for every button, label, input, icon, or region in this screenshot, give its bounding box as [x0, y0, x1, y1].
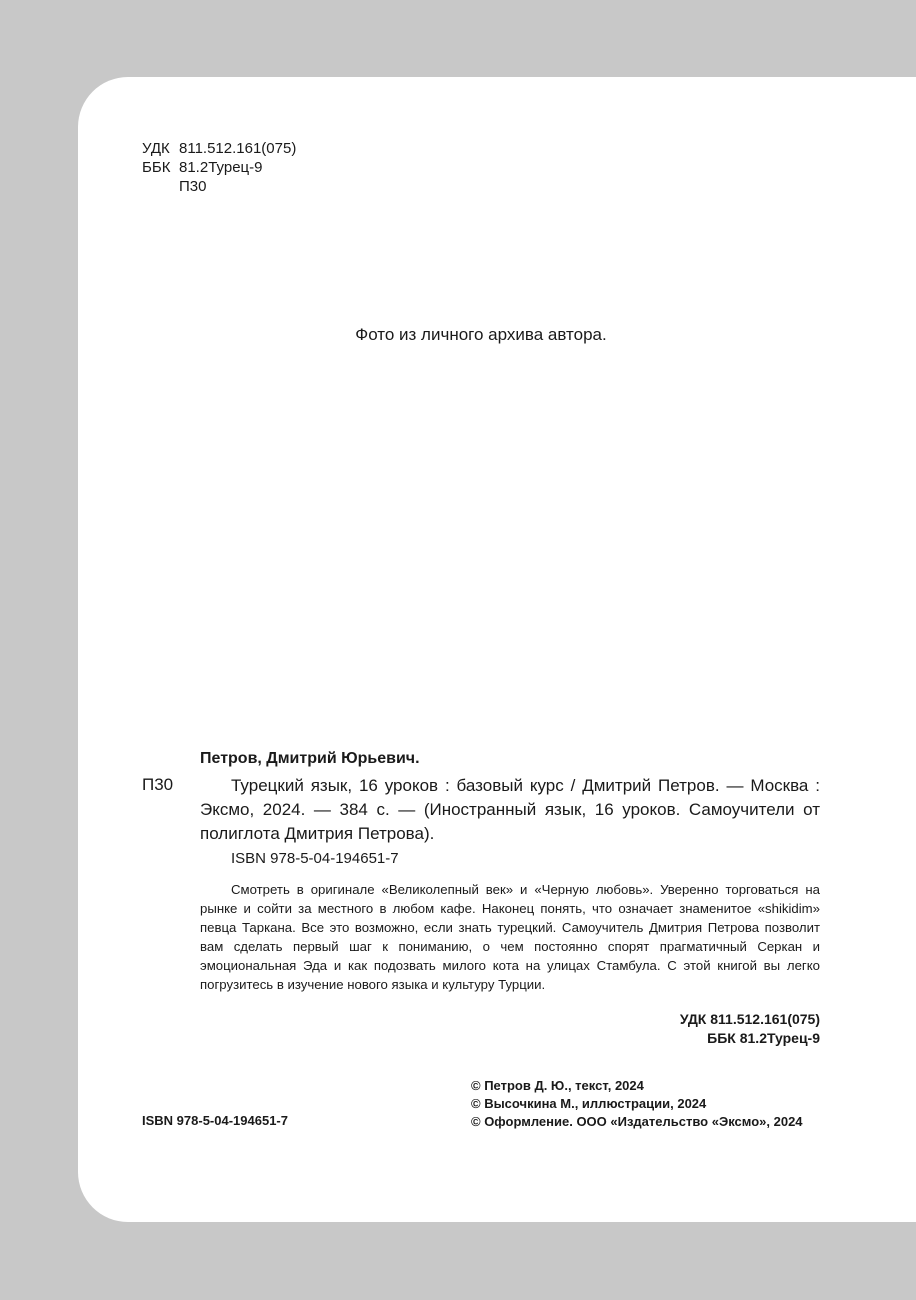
bbk-line — [142, 158, 296, 177]
isbn-bottom: ISBN 978-5-04-194651-7 — [142, 1113, 288, 1128]
bibliographic-description: Турецкий язык, 16 уроков : базовый курс / Дмитрий Петров. — Москва : Эксмо, 2024. — 384 с. — (Иностранный язык, 16 уроков. Самоучители от полиглота Дмитрия Петрова). — [200, 776, 820, 843]
copyright-block — [471, 1077, 803, 1131]
classification-bottom — [618, 1010, 820, 1048]
bbk-bottom: ББК 81.2Турец-9 — [707, 1030, 820, 1046]
photo-credit: Фото из личного архива автора. — [355, 325, 607, 344]
author-mark: П30 — [142, 775, 174, 794]
author-heading: Петров, Дмитрий Юрьевич. — [200, 750, 420, 767]
udk-line — [142, 139, 296, 158]
abstract-text: Смотреть в оригинале «Великолепный век» и «Черную любовь». Уверенно торговаться на рынке и сойти за местного в любом кафе. Наконец понять, что означает знаменитое «shikidim» певца Таркана. Все это возможно, если знать турецкий. Самоучитель Дмитрия Петрова позволит вам сделать первый шаг к пониманию, о чем постоянно спорят прагматичный Серкан и эмоциональная Эда и как подозвать милого кота на улицах Стамбула. С этой книгой вы легко погрузитесь в изучение нового языка и культуру Турции. — [200, 882, 820, 992]
udk-bottom: УДК 811.512.161(075) — [679, 1011, 820, 1027]
copyright-line: © Петров Д. Ю., текст, 2024 — [471, 1078, 644, 1093]
copyright-line: © Оформление. ООО «Издательство «Эксмо», 2024 — [471, 1114, 803, 1129]
copyright-line: © Высочкина М., иллюстрации, 2024 — [471, 1096, 707, 1111]
bbk-label: ББК — [142, 159, 171, 176]
classification-top — [142, 139, 296, 196]
bbk-value: 81.2Турец-9 — [179, 159, 263, 176]
udk-value: 811.512.161(075) — [179, 140, 297, 157]
isbn-line: ISBN 978-5-04-194651-7 — [231, 850, 399, 867]
page-sheet — [78, 77, 916, 1222]
author-mark-top: П30 — [179, 178, 207, 195]
udk-label: УДК — [142, 140, 170, 157]
